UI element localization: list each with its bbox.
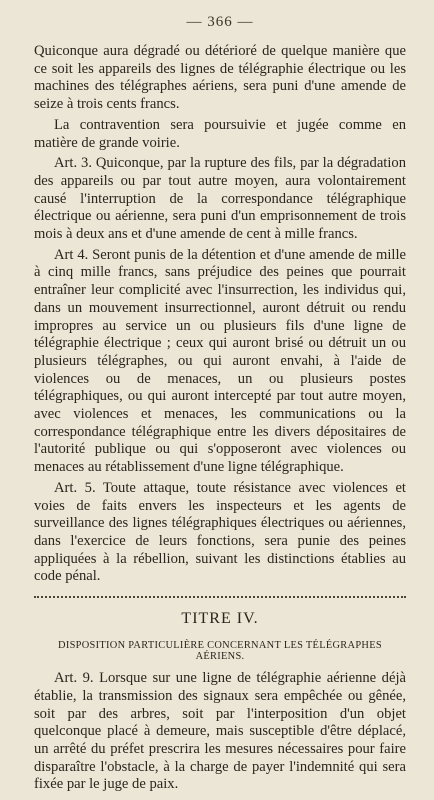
paragraph-art-5: Art. 5. Toute attaque, toute résistance avec violences et voies de faits envers les inspecteurs et les agents de surveillance des lignes télégraphiques électriques ou aériennes, dans l'exercice de leurs fonctions, sera punie des peines appliquées à la rébellion, suivant les distinctions établies au code pénal. <box>34 479 406 585</box>
page-number: — 366 — <box>186 14 254 30</box>
dotted-separator <box>34 592 406 598</box>
paragraph-art-9: Art. 9. Lorsque sur une ligne de télégraphie aérienne déjà établie, la transmission des signaux sera empêchée ou gênée, soit par des arbres, soit par l'interposition d'un objet quelconque placé à demeure, mais susceptible d'être déplacé, un arrêté du préfet prescrira les mesures nécessaires pour faire disparaître l'obstacle, à la charge de payer l'indemnité qui sera fixée par le juge de paix. <box>34 670 406 793</box>
section-title: TITRE IV. <box>181 610 259 628</box>
paragraph-contravention: La contravention sera poursuivie et jugée comme en matière de grande voirie. <box>34 116 406 151</box>
paragraph-penalty-damage: Quiconque aura dégradé ou détérioré de quelque manière que ce soit les appareils des lignes de télégraphie électrique ou les machines des télégraphes aériens, sera puni d'une amende de seize à trois cents francs. <box>34 43 406 113</box>
paragraph-art-4: Art 4. Seront punis de la détention et d'une amende de mille à cinq mille francs, sans préjudice des peines que pourrait entraîner leur complicité avec l'insurrection, les individus qui, dans un mouvement insurrectionnel, auront détruit ou rendu impropres au service un ou plusieurs fils d'une ligne de télégraphie électrique ; ceux qui auront brisé ou détruit un ou plusieurs télégraphes, ou qui auront envahi, à l'aide de violences ou de menaces, un ou plusieurs postes télégraphiques, ou qui auront intercepté par tout autre moyen, avec violences et menaces, les communications ou la correspondance télégraphique entre les divers dépositaires de l'autorité publique ou qui s'opposeront avec violences ou menaces au rétablissement d'une ligne télégraphique. <box>34 246 406 476</box>
section-subtitle: DISPOSITION PARTICULIÈRE CONCERNANT LES TÉLÉGRAPHES AÉRIENS. <box>58 640 382 663</box>
paragraph-art-3: Art. 3. Quiconque, par la rupture des fils, par la dégradation des appareils ou par tout autre moyen, aura volontairement causé l'interruption de la correspondance télégraphique électrique ou aérienne, sera puni d'un emprisonnement de trois mois à deux ans et d'une amende de cent à mille francs. <box>34 155 406 243</box>
